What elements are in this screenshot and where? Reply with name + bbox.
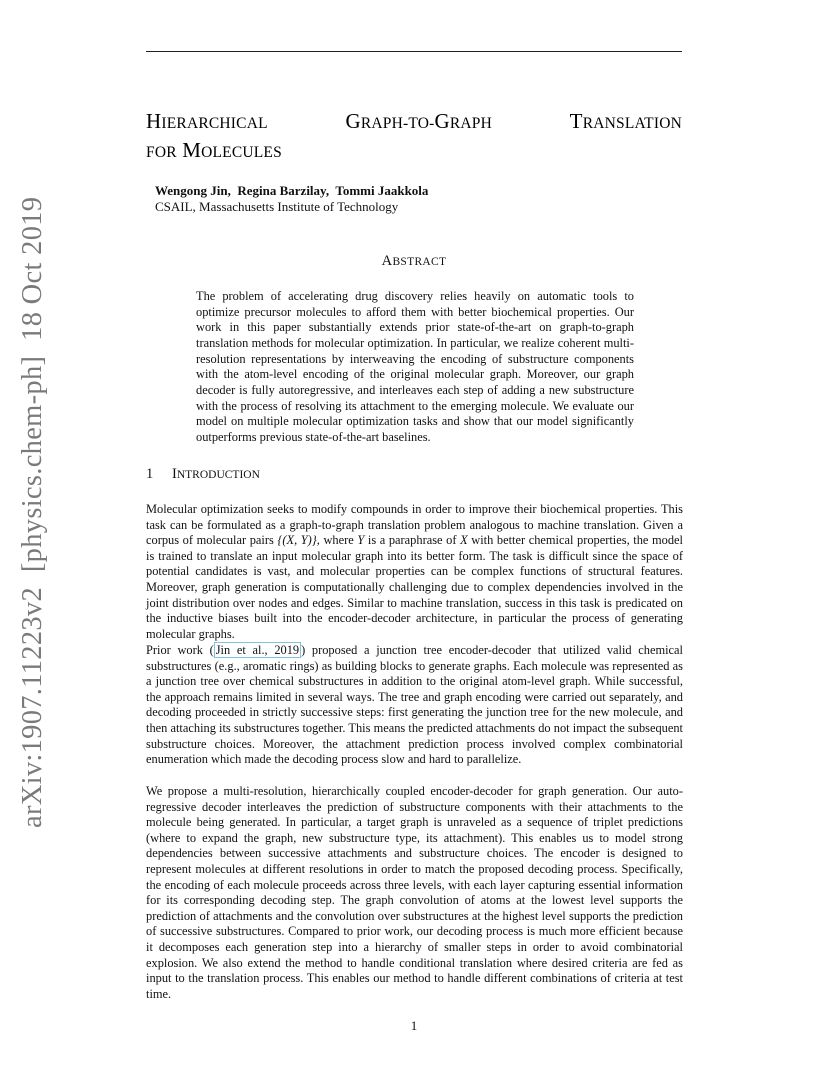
abstract-heading: ABSTRACT — [381, 253, 447, 269]
intro-paragraph-3: We propose a multi-resolution, hierarchically coupled encoder-decoder for graph generation. Our auto-regressive decoder interleaves the prediction of substructure components with their attachments to the molecule being generated. In particular, a target graph is unraveled as a sequence of triplet predictions (where to expand the graph, new substructure type, its attachment). This enables us to model strong dependencies between successive attachments and substructure choices. The encoder is designed to represent molecules at different resolutions in order to match the proposed decoding process. Specifically, the encoding of each molecule proceeds across three levels, with each layer capturing essential information for its corresponding decoding step. The graph convolution of atoms at the lowest level supports the prediction of attachments and the convolution over substructures at the highest level supports the prediction of successive substructures. Compared to prior work, our decoding process is much more efficient because it decomposes each generation step into a hierarchy of smaller steps in order to avoid combinatorial explosion. We also extend the method to handle conditional translation where desired criteria are fed as input to the translation process. This enables our method to handle different combinations of criteria at test time. — [146, 784, 683, 1001]
paper-title — [146, 108, 682, 166]
title-word-translation: TRANSLATION — [569, 109, 682, 133]
title-word-graph-to-graph: GRAPH-TO-GRAPH — [345, 109, 492, 133]
intro-paragraph-2: Prior work ( Jin et al., 2019 ) proposed a junction tree encoder-decoder that utilized valid chemical substructures (e.g., aromatic rings) as building blocks to generate graphs. Each molecule was represented as a junction tree over chemical substructures in addition to the original atom-level graph. While successful, the approach remains limited in several ways. The tree and graph encoding were carried out separately, and decoding proceeded in strictly successive steps: first generating the junction tree for the new molecule, and then attaching its substructures together. This means the predicted attachments do not impact the subsequent substructure choices. Moreover, the attachment prediction process involved complex combinatorial enumeration which made the decoding process slow and hard to parallelize. — [146, 643, 683, 767]
top-rule — [146, 51, 682, 52]
title-word-for: FOR — [146, 144, 177, 161]
author-affiliation: CSAIL, Massachusetts Institute of Technology — [155, 199, 399, 214]
title-line-1 — [146, 108, 682, 137]
intro-paragraph-1: Molecular optimization seeks to modify compounds in order to improve their biochemical properties. This task can be formulated as a graph-to-graph translation problem analogous to machine translation. Given a corpus of molecular pairs {(X, Y)}, where Y is a paraphrase of X with better chemical properties, the model is trained to translate an input molecular graph into its better form. The task is difficult since the space of potential candidates is vast, and molecular properties can be complex functions of structural features. Moreover, graph generation is computationally challenging due to complex dependencies involved in the joint distribution over nodes and edges. Similar to machine translation, success in this task is predicated on the inductive biases built into the encoder-decoder architecture, in particular the process of generating molecular graphs. — [146, 502, 684, 641]
math-x: X — [460, 533, 468, 548]
section-heading-introduction: 1 INTRODUCTION — [146, 466, 260, 482]
section-number: 1 — [146, 466, 154, 482]
math-pairs: {(X, Y)} — [277, 533, 317, 548]
author-list: Wengong Jin, Regina Barzilay, Tommi Jaakkola — [155, 183, 429, 198]
title-line-2 — [146, 137, 682, 166]
citation-link[interactable]: Jin et al., 2019 — [215, 643, 300, 657]
title-word-molecules: MOLECULES — [182, 138, 282, 162]
math-y: Y — [357, 533, 365, 548]
page-number: 1 — [410, 1018, 418, 1033]
arxiv-identifier-stamp: arXiv:1907.11223v2 [physics.chem-ph] 18 Oct 2019 — [17, 196, 48, 828]
abstract-text: The problem of accelerating drug discovery relies heavily on automatic tools to optimize precursor molecules to afford them with better biochemical properties. Our work in this paper substantially extends prior state-of-the-art on graph-to-graph translation methods for molecular optimization. In particular, we realize coherent multi-resolution representations by interweaving the encoding of substructure components with the atom-level encoding of the original molecular graph. Moreover, our graph decoder is fully autoregressive, and interleaves each step of adding a new substructure with the process of resolving its attachment to the emerging molecule. We evaluate our model on multiple molecular optimization tasks and show that our model significantly outperforms previous state-of-the-art baselines. — [196, 289, 634, 444]
title-word-hierarchical: HIERARCHICAL — [146, 109, 268, 133]
